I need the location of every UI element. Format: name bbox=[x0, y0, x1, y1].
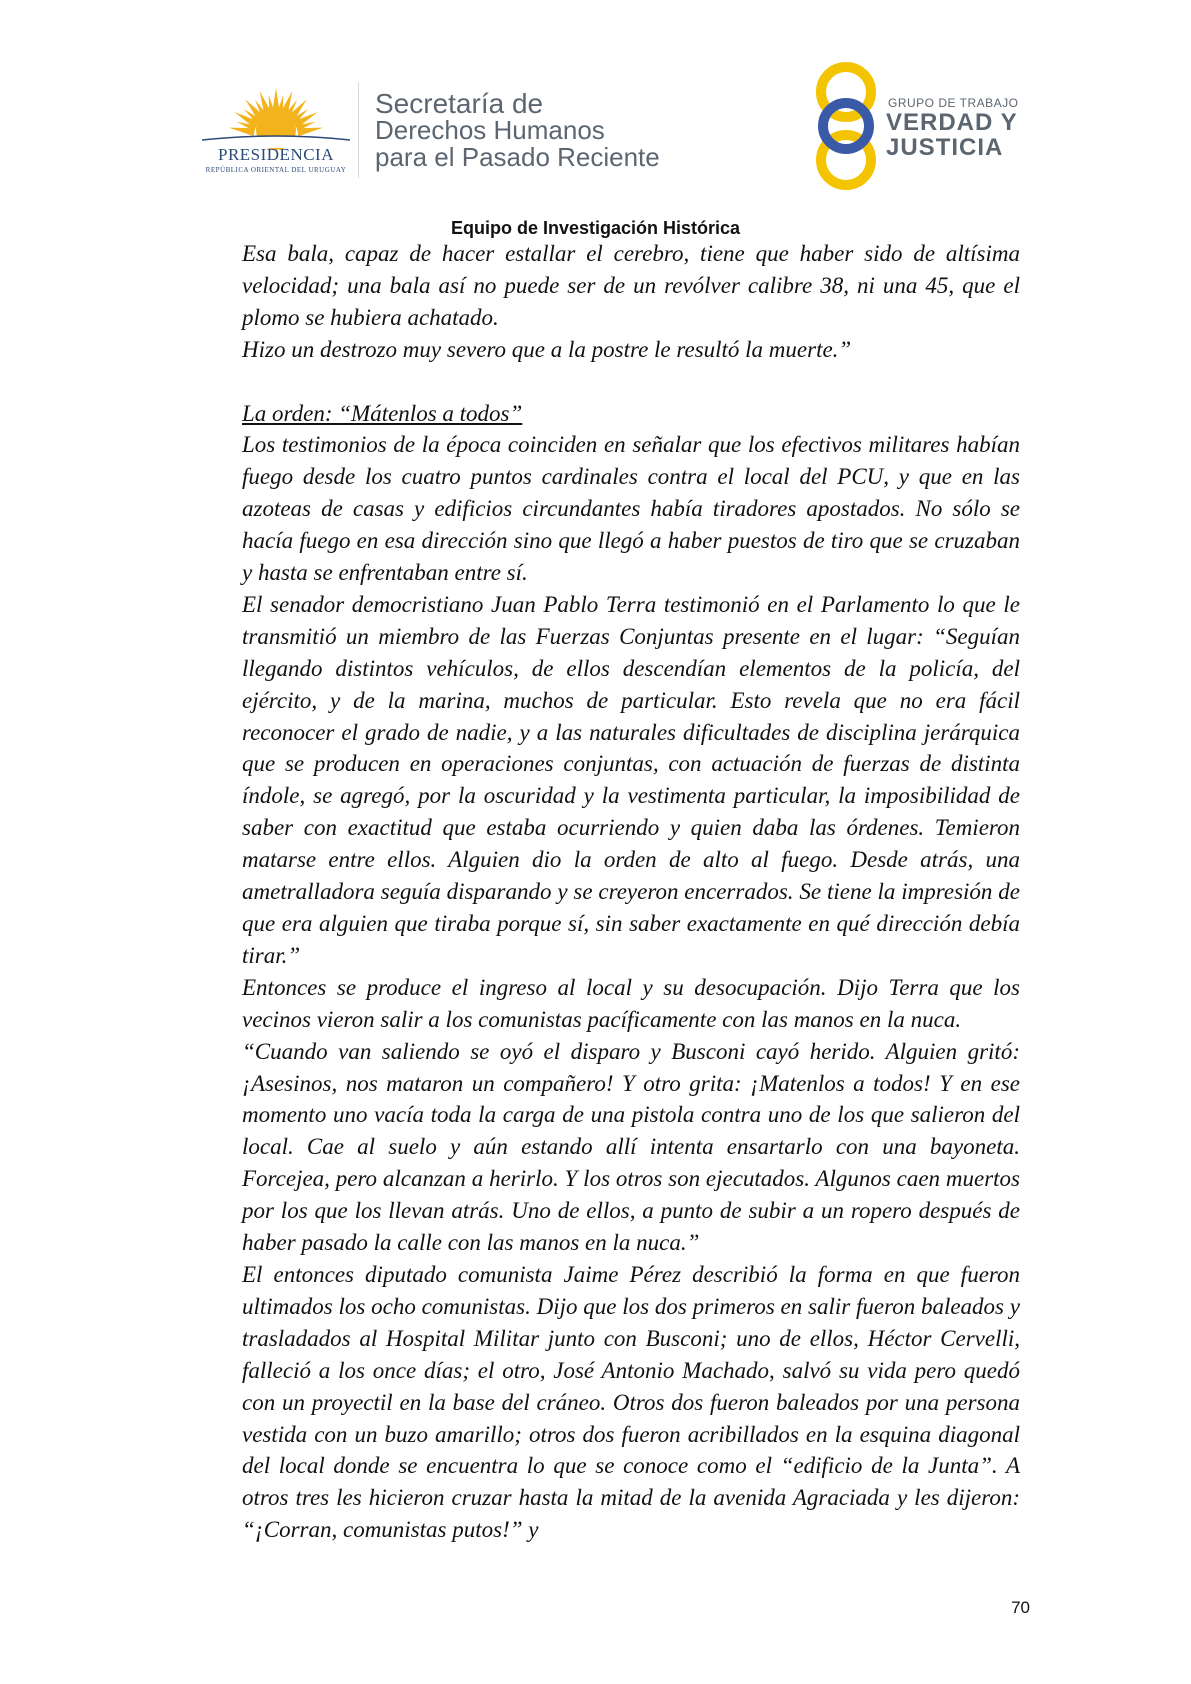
paragraph-6: “Cuando van saliendo se oyó el disparo y Busconi cayó herido. Alguien gritó: ¡Asesinos, nos mataron un compañero! Y otro grita: ¡Matenlos a todos! Y en ese momento uno vacía toda la carga de una pistola contra uno de los que salieron del local. Cae al suelo y aún estando allí intenta ensartarlo con una bayoneta. Forcejea, pero alcanzan a herirlo. Y los otros son ejecutados. Algunos caen muertos por los que los llevan atrás. Uno de ellos, a punto de subir a un ropero después de haber pasado la calle con las manos en la nuca.” bbox=[242, 1038, 1020, 1256]
paragraph-2: Hizo un destrozo muy severo que a la postre le resultó la muerte.” bbox=[242, 336, 852, 362]
paragraph-1: Esa bala, capaz de hacer estallar el cerebro, tiene que haber sido de altísima velocidad; una bala así no puede ser de un revólver calibre 38, ni una 45, que el plomo se hubiera achatado. bbox=[242, 241, 1020, 330]
header-divider bbox=[358, 82, 359, 178]
team-title: Equipo de Investigación Histórica bbox=[450, 218, 741, 238]
secretaria-line-2: Derechos Humanos bbox=[375, 115, 605, 145]
paragraph-7: El entonces diputado comunista Jaime Pérez describió la forma en que fueron ultimados los ocho comunistas. Dijo que los dos primeros en salir fueron baleados y trasladados al Hospital Militar junto con Busconi; uno de ellos, Héctor Cervelli, falleció a los once días; el otro, José Antonio Machado, salvó su vida pero quedó con un proyectil en la base del cráneo. Otros dos fueron baleados por una persona vestida con un buzo amarillo; otros dos fueron acribillados en la esquina diagonal del local donde se encuentra lo que se conoce como el “edificio de la Junta”. A otros tres les hicieron cruzar hasta la mitad de la avenida Agraciada y les dijeron: “¡Corran, comunistas putos!” y bbox=[242, 1261, 1020, 1543]
page-header bbox=[0, 0, 1191, 210]
presidencia-name: PRESIDENCIA bbox=[217, 145, 334, 164]
blank-line bbox=[242, 366, 1020, 398]
gtvj-title-line-1: VERDAD Y bbox=[886, 109, 1018, 136]
presidencia-sun-logo bbox=[196, 80, 356, 180]
secretaria-line-1: Secretaría de bbox=[375, 88, 544, 119]
gtvj-title bbox=[886, 110, 1018, 160]
gtvj-small-label: GRUPO DE TRABAJO bbox=[888, 96, 1019, 110]
secretaria-title bbox=[375, 90, 660, 171]
secretaria-line-3: para el Pasado Reciente bbox=[375, 142, 660, 172]
section-heading: La orden: “Mátenlos a todos” bbox=[242, 400, 523, 426]
paragraph-3: Los testimonios de la época coinciden en señalar que los efectivos militares habían fuego desde los cuatro puntos cardinales contra el local del PCU, y que en las azoteas de casas y edificios circundantes había tiradores apostados. No sólo se hacía fuego en esa dirección sino que llegó a haber puestos de tiro que se cruzaban y hasta se enfrentaban entre sí. bbox=[242, 432, 1020, 586]
paragraph-5: Entonces se produce el ingreso al local y su desocupación. Dijo Terra que los vecinos vieron salir a los comunistas pacíficamente con las manos en la nuca. bbox=[242, 974, 1020, 1032]
page-number: 70 bbox=[1011, 1598, 1030, 1617]
gtvj-title-line-2: JUSTICIA bbox=[886, 134, 1004, 161]
presidencia-subtitle: REPÚBLICA ORIENTAL DEL URUGUAY bbox=[205, 166, 347, 174]
paragraph-4: El senador democristiano Juan Pablo Terra testimonió en el Parlamento lo que le transmitió un miembro de las Fuerzas Conjuntas presente en el lugar: “Seguían llegando distintos vehículos, de ellos descendían elementos de la policía, del ejército, y de la marina, muchos de particular. Esto revela que no era fácil reconocer el grado de nadie, y a las naturales dificultades de disciplina jerárquica que se producen en operaciones conjuntas, con actuación de fuerzas de distinta índole, se agregó, por la oscuridad y la vestimenta particular, la imposibilidad de saber con exactitud que estaba ocurriendo y quien daba las órdenes. Temieron matarse entre ellos. Alguien dio la orden de alto al fuego. Desde atrás, una ametralladora seguía disparando y se creyeron encerrados. Se tiene la impresión de que era alguien que tiraba porque sí, sin saber exactamente en qué dirección debía tirar.” bbox=[242, 591, 1020, 968]
document-body bbox=[242, 238, 1020, 1546]
